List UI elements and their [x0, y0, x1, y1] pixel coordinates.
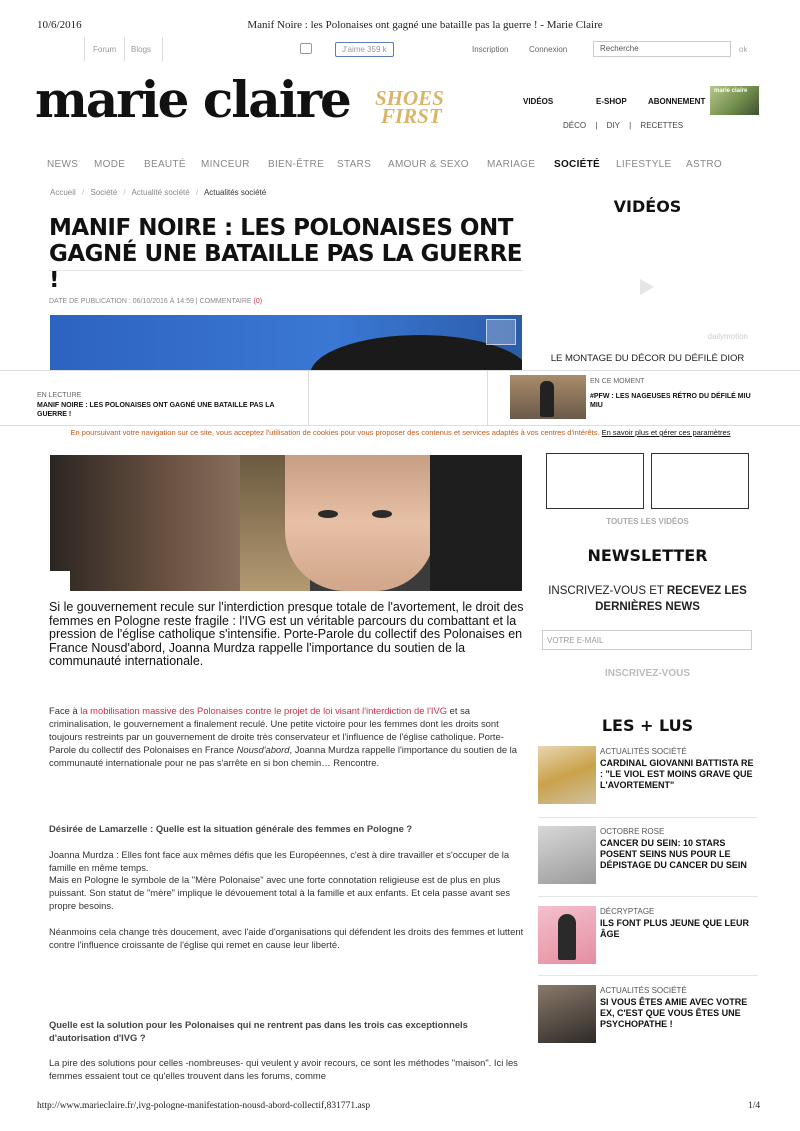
figure-shape — [540, 381, 554, 417]
subscribe-button[interactable]: INSCRIVEZ-VOUS — [604, 668, 690, 679]
question-1: Désirée de Lamarzelle : Quelle est la situation générale des femmes en Pologne ? — [49, 823, 413, 834]
eye-right — [372, 510, 392, 518]
question-2: Quelle est la solution pour les Polonaises qui ne rentrent pas dans les trois cas exceptionnels d'autorisation d'IVG ? — [49, 1019, 468, 1043]
item-title: ILS FONT PLUS JEUNE QUE LEUR ÂGE — [600, 918, 750, 939]
separator: | — [595, 121, 598, 130]
expand-icon[interactable] — [486, 319, 516, 345]
top-bar — [84, 37, 800, 63]
video-thumbnail-2[interactable] — [651, 453, 749, 509]
mobilisation-link[interactable]: la mobilisation massive des Polonaises contre le projet de loi visant l'interdiction de l'IVG — [80, 705, 448, 716]
newsletter-pitch — [540, 583, 755, 615]
breadcrumb-sep: / — [123, 188, 126, 197]
cookie-text: En poursuivant votre navigation sur ce site, vous acceptez l'utilisation de cookies pour vous proposer des contenus et services adaptés à vos centres d'intérêts. — [70, 428, 600, 437]
divider — [538, 896, 758, 897]
nav-amour-sexo[interactable]: AMOUR & SEXO — [388, 159, 469, 170]
pitch-c: DERNIÈRES NEWS — [595, 601, 700, 613]
figure-shape — [558, 914, 576, 960]
print-title: Manif Noire : les Polonaises ont gagné une bataille pas la guerre ! - Marie Claire — [247, 19, 603, 31]
secondary-links — [563, 121, 683, 130]
background-person — [50, 455, 250, 591]
videos-header-link[interactable]: VIDÉOS — [523, 97, 554, 106]
answer-2: La pire des solutions pour celles -nombreuses- qui veulent y avoir recours, ce sont les méthodes "maison". Ici les femmes essaient tout ce qu'elles trouvent dans les forums, comme — [49, 1057, 518, 1081]
video-thumbnail-1[interactable] — [546, 453, 644, 509]
nav-minceur[interactable]: MINCEUR — [201, 159, 250, 170]
intro-italic: Nousd'abord — [236, 744, 290, 755]
inscription-link[interactable]: Inscription — [472, 45, 509, 54]
divider — [487, 371, 488, 425]
nav-lifestyle[interactable]: LIFESTYLE — [616, 159, 672, 170]
en-ce-moment-label: EN CE MOMENT — [590, 378, 645, 385]
shoes-first-line2: FIRST — [381, 104, 442, 128]
item-category: DÉCRYPTAGE — [600, 907, 655, 916]
pitch-b: RECEVEZ LES — [666, 585, 747, 597]
nav-stars[interactable]: STARS — [337, 159, 372, 170]
cookie-settings-link[interactable]: En savoir plus et gérer ces paramètres — [601, 428, 731, 437]
divider — [308, 371, 309, 425]
divider — [538, 975, 758, 976]
comments-count[interactable]: (0) — [253, 298, 263, 305]
pitch-a: INSCRIVEZ-VOUS ET — [548, 585, 667, 597]
couple-thumbnail — [538, 985, 596, 1043]
print-date: 10/6/2016 — [37, 19, 82, 31]
separator: | — [629, 121, 632, 130]
breadcrumb-sep: / — [195, 188, 199, 197]
item-category: ACTUALITÉS SOCIÉTÉ — [600, 747, 687, 756]
nav-beaute[interactable]: BEAUTÉ — [144, 159, 186, 170]
answer-1-p3: Néanmoins cela change très doucement, avec l'aide d'organisations qui défendent les droits des femmes et luttent contre l'influence croissante de l'église qui remet en cause leur liberté. — [49, 926, 524, 950]
answer-1-p2: Mais en Pologne le symbole de la "Mère Polonaise" avec une forte connotation religieuse est de plus en plus puissant. Son statut de "mère" implique le dévouement total à la famille et aux enfants. Et cela passe avant ses propre besoins. — [49, 874, 511, 911]
deco-link[interactable]: DÉCO — [563, 121, 587, 130]
stars-thumbnail — [538, 826, 596, 884]
marie-claire-logo[interactable]: marie claire — [35, 70, 350, 129]
videos-title: VIDÉOS — [613, 197, 682, 216]
breadcrumb-actualite[interactable]: Actualité société — [131, 188, 190, 197]
nav-mode[interactable]: MODE — [94, 159, 126, 170]
most-read-item-2[interactable] — [538, 824, 758, 886]
intro-text-c: , Joanna Murdza rappelle l'importance du soutien de la communauté internationale pour ne pas s'arrête en si bon chemin… Rencontre. — [49, 744, 517, 768]
hero-image-bottom[interactable] — [50, 455, 522, 591]
cardinal-thumbnail — [538, 746, 596, 804]
all-videos-link[interactable]: TOUTES LES VIDÉOS — [606, 517, 689, 526]
most-read-item-3[interactable] — [538, 904, 758, 966]
en-lecture-label: EN LECTURE — [37, 392, 82, 399]
article-title-line1: MANIF NOIRE : LES POLONAISES ONT — [49, 215, 513, 241]
current-article-title[interactable]: MANIF NOIRE : LES POLONAISES ONT GAGNÉ UNE BATAILLE PAS LA GUERRE ! — [37, 402, 275, 418]
print-url: http://www.marieclaire.fr/,ivg-pologne-manifestation-nousd-abord-collectif,831771.asp — [37, 1101, 371, 1111]
face-shape — [285, 455, 435, 591]
nav-bien-etre[interactable]: BIEN-ÊTRE — [268, 159, 325, 170]
article-title — [49, 215, 529, 293]
magazine-cover-thumbnail[interactable] — [710, 86, 759, 115]
print-page-number: 1/4 — [748, 1101, 761, 1111]
intro-text-a: Face à — [49, 705, 81, 716]
paragraph-intro — [49, 704, 527, 769]
abonnement-link[interactable]: ABONNEMENT — [648, 97, 706, 106]
play-icon[interactable] — [640, 279, 654, 295]
breadcrumb-societe[interactable]: Société — [90, 188, 118, 197]
nav-mariage[interactable]: MARIAGE — [487, 159, 536, 170]
nav-astro[interactable]: ASTRO — [686, 159, 722, 170]
divider — [49, 270, 523, 271]
breadcrumb-accueil[interactable]: Accueil — [50, 188, 76, 197]
publication-date — [49, 298, 262, 305]
breadcrumb-sep: / — [82, 188, 85, 197]
most-read-item-1[interactable] — [538, 744, 758, 806]
email-input[interactable]: VOTRE E-MAIL — [542, 630, 752, 650]
article-title-line2: GAGNÉ UNE BATAILLE PAS LA GUERRE ! — [49, 241, 522, 293]
newsletter-title: NEWSLETTER — [587, 546, 708, 565]
intro-text-b: et sa criminalisation, le gouvernement a finalement reculé. Une petite victoire pour les femmes dont les droits sont toujours restreints par un gouvernement de droite très conservateur et l'influence de l'église catholique. Porte-Parole du collectif des Polonaises en France — [49, 705, 504, 755]
eye-left — [318, 510, 338, 518]
nav-societe[interactable]: SOCIÉTÉ — [554, 159, 600, 170]
item-title: CANCER DU SEIN: 10 STARS POSENT SEINS NUS POUR LE DÉPISTAGE DU CANCER DU SEIN — [600, 838, 747, 870]
video-player[interactable] — [545, 222, 750, 352]
most-read-title: LES + LUS — [601, 716, 694, 735]
dailymotion-logo: dailymotion — [707, 332, 748, 341]
eshop-link[interactable]: E-SHOP — [596, 97, 627, 106]
image-corner-marker — [50, 571, 70, 591]
divider — [538, 817, 758, 818]
cover-mini-logo: marie claire — [714, 88, 748, 94]
recettes-link[interactable]: RECETTES — [640, 121, 684, 130]
blogs-link[interactable]: Blogs — [131, 45, 152, 54]
moment-title[interactable]: #PFW : LES NAGEUSES RÉTRO DU DÉFILÉ MIU MIU — [590, 393, 751, 409]
shoes-first-line1: SHOES — [375, 86, 444, 110]
breadcrumb-current: Actualités société — [203, 188, 267, 197]
item-title: CARDINAL GIOVANNI BATTISTA RE : "LE VIOL EST MOINS GRAVE QUE L'AVORTEMENT" — [600, 758, 754, 790]
item-category: OCTOBRE ROSE — [600, 827, 665, 836]
shoes-first-logo[interactable] — [375, 86, 444, 128]
connexion-link[interactable]: Connexion — [529, 45, 568, 54]
most-read-item-4[interactable] — [538, 983, 758, 1045]
search-input[interactable]: Recherche — [593, 41, 731, 57]
main-nav — [47, 159, 767, 173]
video-caption[interactable]: LE MONTAGE DU DÉCOR DU DÉFILÉ DIOR — [550, 353, 745, 364]
hero-image-top[interactable] — [50, 315, 522, 370]
item-title: SI VOUS ÊTES AMIE AVEC VOTRE EX, C'EST QUE VOUS ÊTES UNE PSYCHOPATHE ! — [600, 997, 748, 1029]
cookie-banner — [38, 428, 763, 438]
diy-link[interactable]: DIY — [606, 121, 620, 130]
pubdate-text: DATE DE PUBLICATION : 06/10/2016 À 14:59 | COMMENTAIRE — [49, 298, 252, 305]
reading-bar — [0, 370, 800, 426]
item-category: ACTUALITÉS SOCIÉTÉ — [600, 986, 687, 995]
hood-right — [430, 455, 522, 591]
facebook-like-button[interactable]: J'aime 359 k — [335, 42, 394, 57]
search-ok-button[interactable]: ok — [739, 45, 748, 54]
article-lead: Si le gouvernement recule sur l'interdiction presque totale de l'avortement, le droit des femmes en Pologne reste fragile : l'IVG est un véritable parcours du combattant et la pression de l'église catholique s'intensifie. Porte-Parole du collectif des Polonaises en France Nousd'abord, Joanna Murdza rappelle l'importance du soutien de la communauté internationale. — [49, 600, 524, 668]
nav-news[interactable]: NEWS — [47, 159, 79, 170]
decryptage-thumbnail — [538, 906, 596, 964]
answer-1-p1: Joanna Murdza : Elles font face aux mêmes défis que les Européennes, c'est à dire travailler et s'occuper de la famille en même temps. — [49, 849, 510, 873]
breadcrumb — [50, 188, 266, 197]
moment-thumbnail[interactable] — [510, 375, 586, 419]
instagram-icon[interactable] — [300, 43, 312, 54]
forum-link[interactable]: Forum — [93, 45, 117, 54]
